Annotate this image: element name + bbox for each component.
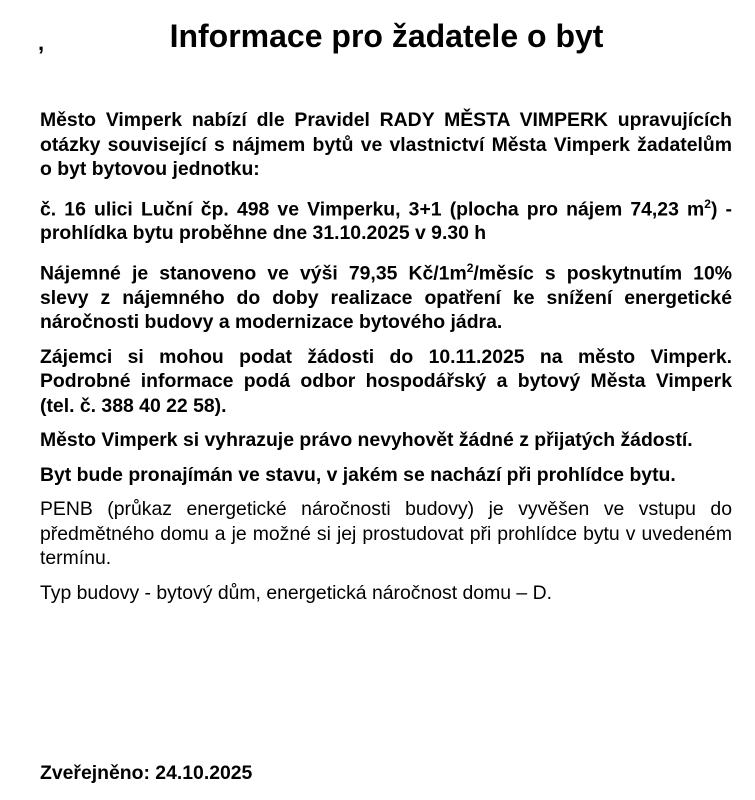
applications-paragraph: Zájemci si mohou podat žádosti do 10.11.2025 na město Vimperk. Podrobné informace podá odbor hospodářský a bytový Města Vimperk (tel. č. 388 40 22 58). — [40, 345, 732, 417]
unit-superscript: 2 — [704, 196, 711, 211]
stray-comma: , — [38, 30, 45, 55]
unit-paragraph — [40, 192, 732, 246]
rent-superscript: 2 — [466, 260, 474, 275]
rent-text-start: Nájemné je stanoveno ve výši 79,35 Kč/1m — [40, 262, 467, 285]
unit-text-end: ) - prohlídka bytu proběhne dne 31.10.2025 v 9.30 h — [40, 197, 732, 245]
unit-text-start: č. 16 ulici Luční čp. 498 ve Vimperku, 3+1 (plocha pro nájem 74,23 m — [40, 197, 705, 220]
penb-paragraph: PENB (průkaz energetické náročnosti budovy) je vyvěšen ve vstupu do předmětného domu a je možné si jej prostudovat při prohlídce bytu v uvedeném termínu. — [40, 498, 732, 570]
reservation-paragraph: Město Vimperk si vyhrazuje právo nevyhovět žádné z přijatých žádostí. — [40, 429, 693, 452]
intro-paragraph: Město Vimperk nabízí dle Pravidel RADY MĚSTA VIMPERK upravujících otázky související s nájmem bytů ve vlastnictví Města Vimperk žadatelům o byt bytovou jednotku: — [40, 109, 732, 180]
document-body — [40, 108, 732, 615]
published-date: Zveřejněno: 24.10.2025 — [40, 762, 253, 784]
building-type-paragraph: Typ budovy - bytový dům, energetická náročnost domu – D. — [40, 581, 552, 604]
page-title: Informace pro žadatele o byt — [169, 18, 604, 54]
rent-paragraph — [40, 256, 732, 335]
condition-paragraph: Byt bude pronajímán ve stavu, v jakém se nachází při prohlídce bytu. — [40, 463, 676, 486]
rent-text-end: /měsíc s poskytnutím 10% slevy z nájemného do doby realizace opatření ke snížení energetické náročnosti budovy a modernizace bytového jádra. — [40, 262, 732, 334]
